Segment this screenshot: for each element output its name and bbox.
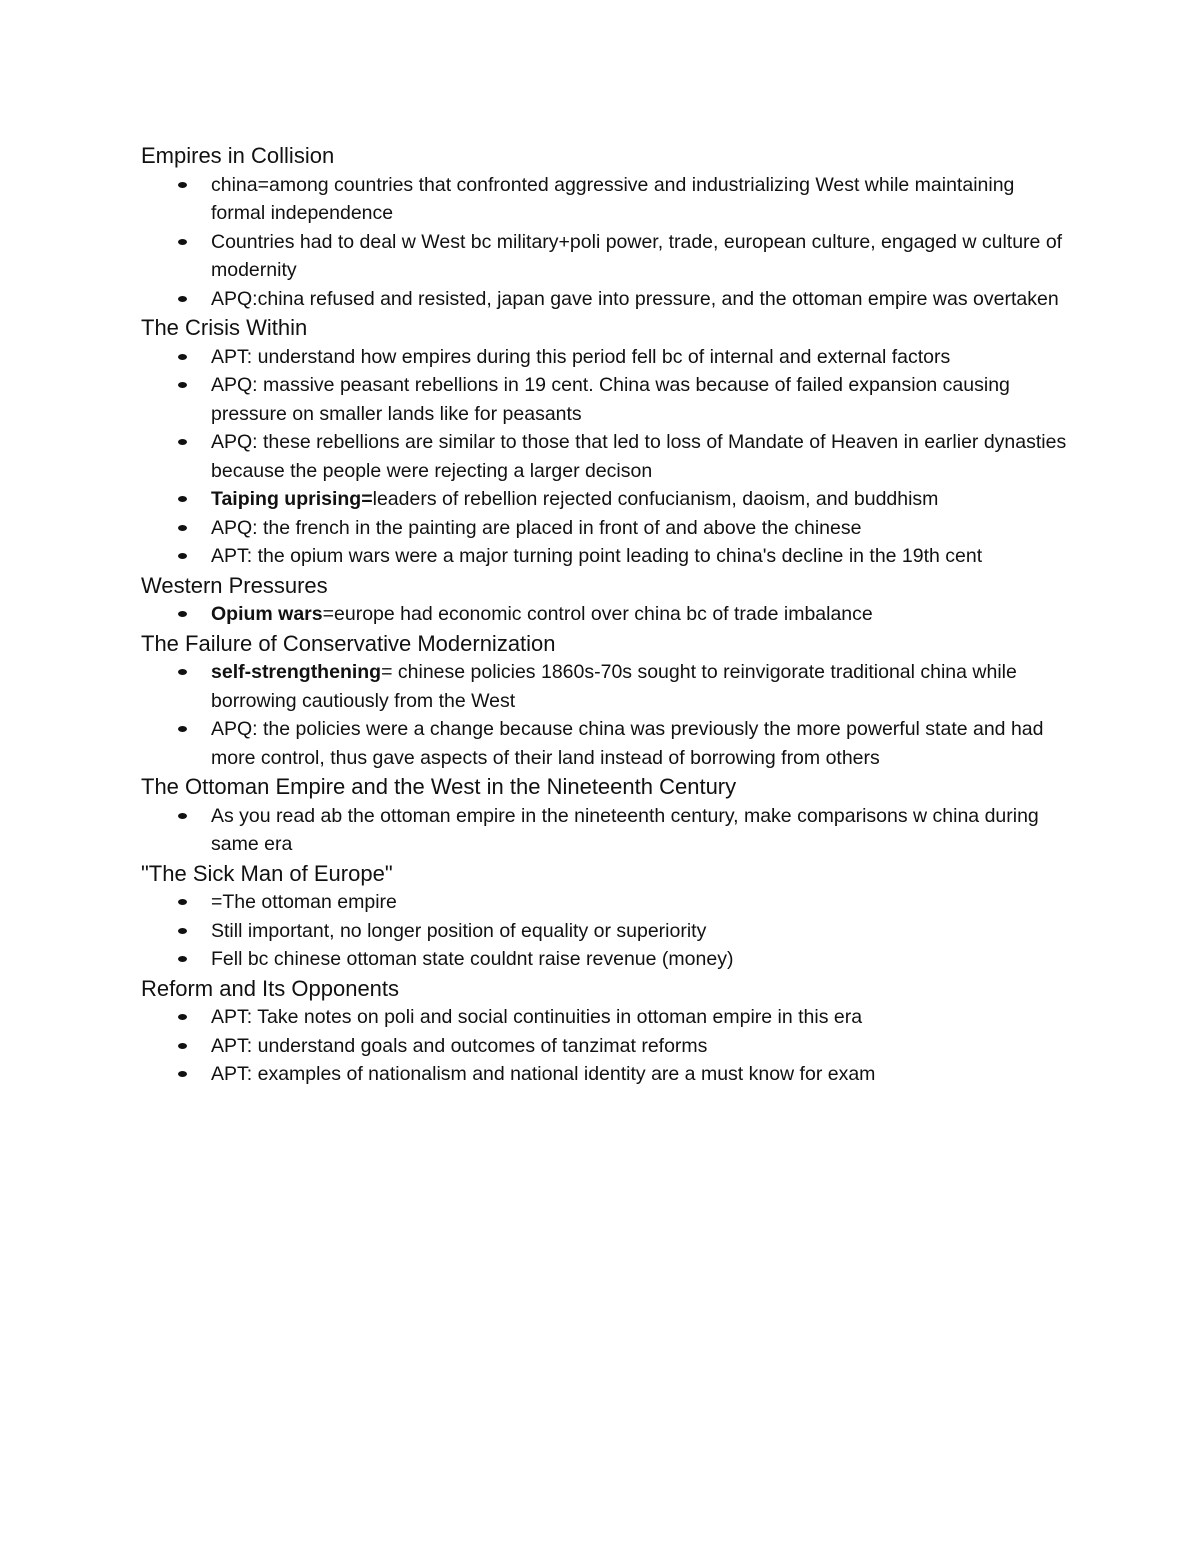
bullet-dot-icon bbox=[178, 296, 187, 302]
bullet-list bbox=[141, 171, 1071, 314]
item-text: Fell bc chinese ottoman state couldnt raise revenue (money) bbox=[211, 948, 734, 970]
bullet-dot-icon bbox=[178, 525, 187, 531]
bullet-list bbox=[141, 658, 1071, 772]
section-heading: Western Pressures bbox=[141, 572, 328, 598]
bullet-dot-icon bbox=[178, 496, 187, 502]
bullet-dot-icon bbox=[178, 239, 187, 245]
bullet-dot-icon bbox=[178, 382, 187, 388]
bullet-list bbox=[141, 343, 1071, 571]
list-item bbox=[211, 171, 1071, 228]
bullet-dot-icon bbox=[178, 354, 187, 360]
bullet-dot-icon bbox=[178, 553, 187, 559]
item-text: APT: understand how empires during this period fell bc of internal and external factors bbox=[211, 345, 951, 368]
list-item bbox=[211, 343, 1071, 372]
bullet-dot-icon bbox=[178, 182, 187, 188]
item-text: china=among countries that confronted aggressive and industrializing West while maintaining formal independence bbox=[211, 173, 1015, 224]
bullet-dot-icon bbox=[178, 1014, 187, 1020]
bullet-dot-icon bbox=[178, 611, 187, 617]
list-item bbox=[211, 228, 1071, 285]
item-text: APQ: massive peasant rebellions in 19 cent. China was because of failed expansion causing pressure on smaller lands like for peasants bbox=[211, 374, 1010, 425]
bullet-dot-icon bbox=[178, 1043, 187, 1049]
bullet-dot-icon bbox=[178, 669, 187, 675]
section-heading: "The Sick Man of Europe" bbox=[141, 860, 393, 886]
list-item bbox=[211, 917, 1071, 946]
item-text: =europe had economic control over china bc of trade imbalance bbox=[322, 603, 873, 625]
item-text: APQ: the policies were a change because china was previously the more powerful state and had more control, thus gave aspects of their land instead of borrowing from others bbox=[211, 718, 1044, 769]
key-term: Opium wars bbox=[211, 603, 323, 625]
list-item bbox=[211, 428, 1071, 485]
list-item bbox=[211, 542, 1071, 571]
item-text: APQ:china refused and resisted, japan gave into pressure, and the ottoman empire was overtaken bbox=[211, 287, 1059, 310]
key-term: Taiping uprising= bbox=[211, 488, 373, 510]
item-text: = chinese policies 1860s-70s sought to reinvigorate traditional china while borrowing cautiously from the West bbox=[211, 661, 1017, 712]
item-text: APT: Take notes on poli and social continuities in ottoman empire in this era bbox=[211, 1006, 863, 1028]
item-text: =The ottoman empire bbox=[211, 891, 397, 913]
section-heading: Reform and Its Opponents bbox=[141, 975, 400, 1001]
list-item bbox=[211, 945, 1071, 974]
bullet-dot-icon bbox=[178, 956, 187, 962]
bullet-list bbox=[141, 802, 1071, 859]
bullet-dot-icon bbox=[178, 928, 187, 934]
bullet-dot-icon bbox=[178, 1071, 187, 1077]
list-item bbox=[211, 715, 1071, 772]
list-item bbox=[211, 1003, 1071, 1032]
bullet-dot-icon bbox=[178, 439, 187, 445]
section-heading: Empires in Collision bbox=[141, 143, 335, 168]
key-term: self-strengthening bbox=[211, 661, 382, 683]
item-text: leaders of rebellion rejected confucianism, daoism, and buddhism bbox=[372, 488, 939, 510]
list-item bbox=[211, 371, 1071, 428]
item-text: APQ: the french in the painting are placed in front of and above the chinese bbox=[211, 516, 862, 539]
section-heading: The Crisis Within bbox=[141, 315, 308, 340]
item-text: APT: the opium wars were a major turning point leading to china's decline in the 19th cent bbox=[211, 545, 983, 567]
bullet-dot-icon bbox=[178, 726, 187, 732]
item-text: APQ: these rebellions are similar to those that led to loss of Mandate of Heaven in earlier dynasties because the people were rejecting a larger decison bbox=[211, 431, 1067, 482]
item-text: Countries had to deal w West bc military+poli power, trade, european culture, engaged w culture of modernity bbox=[211, 230, 1063, 281]
bullet-dot-icon bbox=[178, 899, 187, 905]
bullet-dot-icon bbox=[178, 813, 187, 819]
list-item bbox=[211, 1032, 1071, 1061]
bullet-list bbox=[141, 1003, 1071, 1089]
item-text: APT: understand goals and outcomes of tanzimat reforms bbox=[211, 1034, 708, 1057]
list-item bbox=[211, 285, 1071, 314]
list-item bbox=[211, 658, 1071, 715]
section-heading: The Ottoman Empire and the West in the Nineteenth Century bbox=[141, 774, 737, 799]
section-heading: The Failure of Conservative Modernization bbox=[141, 630, 556, 656]
list-item bbox=[211, 600, 1071, 629]
item-text: APT: examples of nationalism and national identity are a must know for exam bbox=[211, 1063, 876, 1085]
item-text: As you read ab the ottoman empire in the nineteenth century, make comparisons w china during same era bbox=[211, 804, 1039, 855]
list-item bbox=[211, 485, 1071, 514]
bullet-list bbox=[141, 600, 1071, 629]
bullet-list bbox=[141, 888, 1071, 974]
list-item bbox=[211, 888, 1071, 917]
list-item bbox=[211, 514, 1071, 543]
list-item bbox=[211, 802, 1071, 859]
item-text: Still important, no longer position of equality or superiority bbox=[211, 919, 707, 942]
list-item bbox=[211, 1060, 1071, 1089]
document-body bbox=[141, 141, 1071, 1089]
